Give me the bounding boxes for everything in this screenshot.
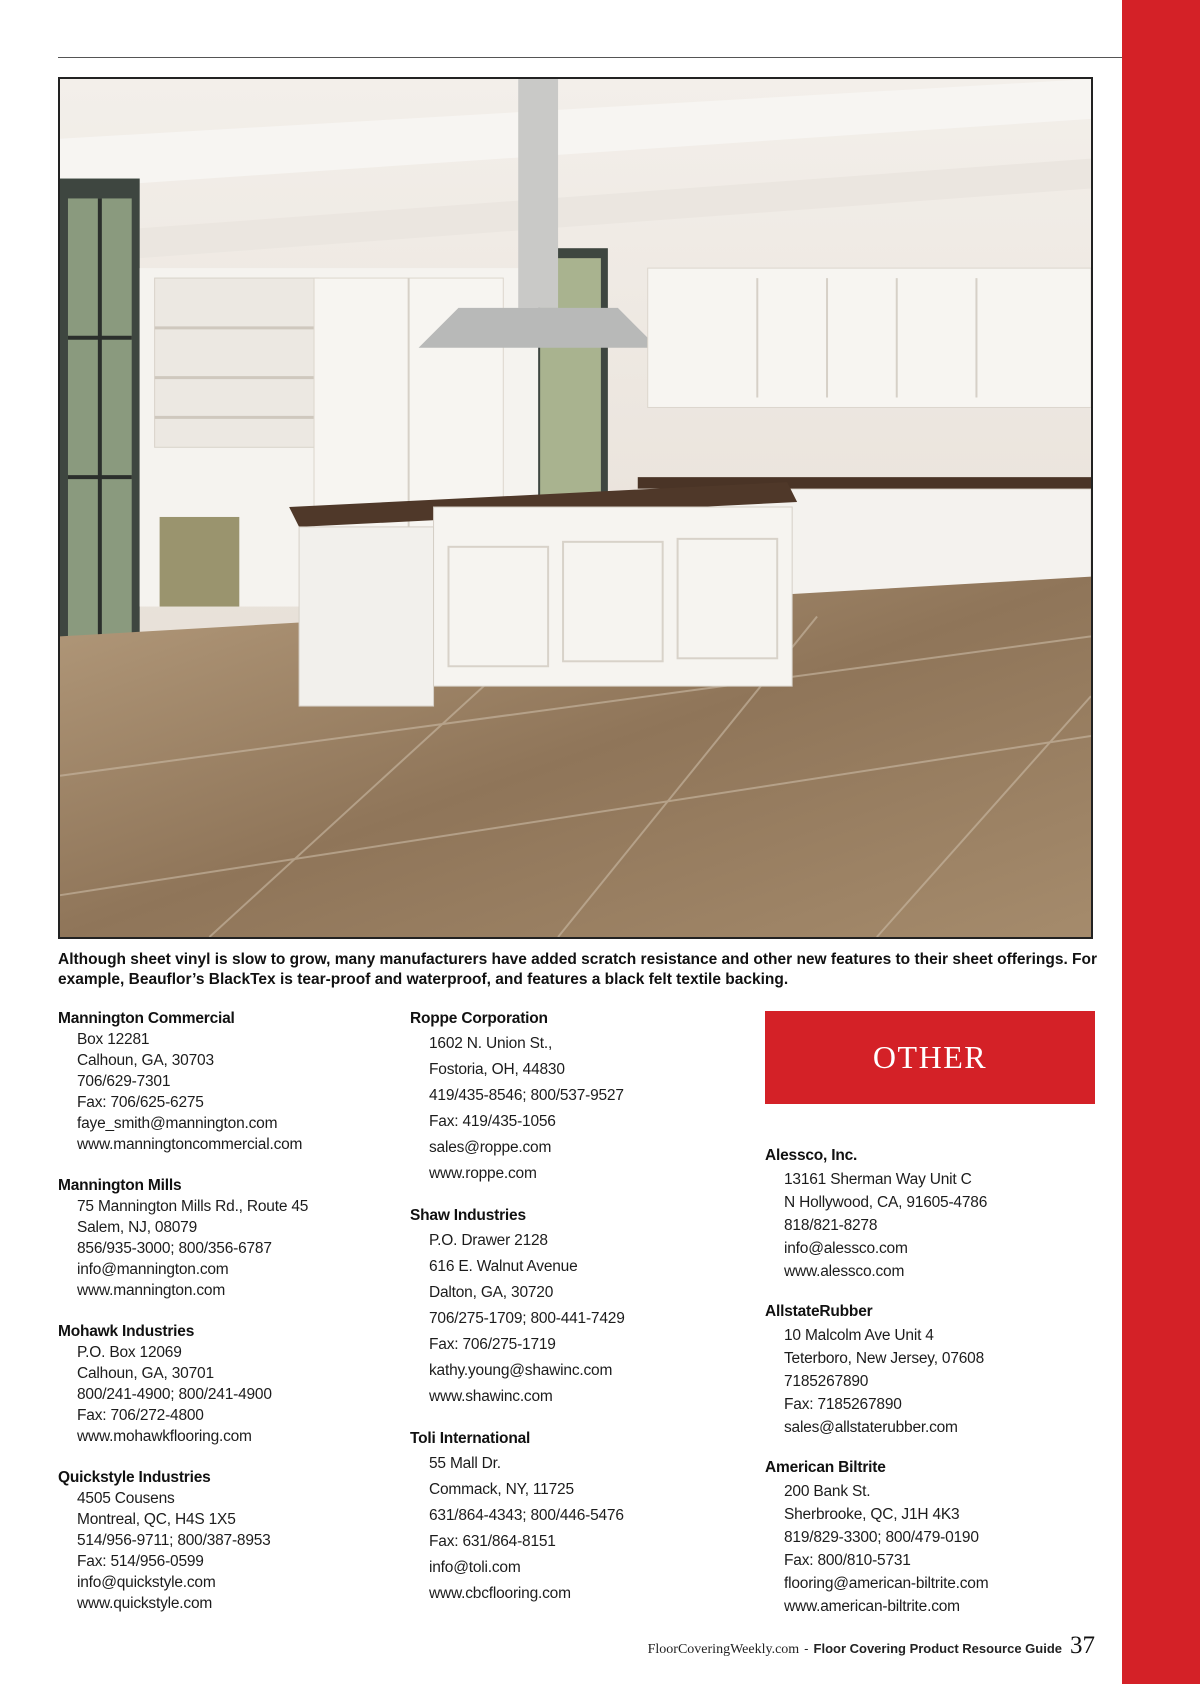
phone-line: 818/821-8278 (784, 1217, 878, 1234)
company-entry (765, 1457, 1105, 1618)
company-name: Toli International (410, 1430, 531, 1447)
company-name: Mannington Mills (58, 1177, 182, 1194)
company-name: Mohawk Industries (58, 1323, 195, 1340)
phone-line: 856/935-3000; 800/356-6787 (77, 1240, 272, 1257)
email-link[interactable]: info@alessco.com (784, 1240, 908, 1257)
city-line: Calhoun, GA, 30701 (77, 1365, 214, 1382)
address-line: P.O. Drawer 2128 (429, 1232, 548, 1249)
email-link[interactable]: sales@allstaterubber.com (784, 1419, 958, 1436)
email-link[interactable]: flooring@american-biltrite.com (784, 1575, 989, 1592)
address-line: 10 Malcolm Ave Unit 4 (784, 1327, 934, 1344)
phone-line: 7185267890 (784, 1373, 869, 1390)
phone-line: 631/864-4343; 800/446-5476 (429, 1507, 624, 1524)
city-line: Montreal, QC, H4S 1X5 (77, 1511, 236, 1528)
directory-column-1 (58, 1008, 388, 1634)
email-link[interactable]: kathy.young@shawinc.com (429, 1362, 613, 1379)
address-line: 4505 Cousens (77, 1490, 175, 1507)
address-line: 616 E. Walnut Avenue (429, 1258, 578, 1275)
phone-line: 514/956-9711; 800/387-8953 (77, 1532, 271, 1549)
kitchen-photo (58, 77, 1093, 939)
fax-line: Fax: 800/810-5731 (784, 1552, 911, 1569)
website-link[interactable]: www.quickstyle.com (77, 1595, 213, 1612)
company-name: Mannington Commercial (58, 1010, 235, 1027)
phone-line: 419/435-8546; 800/537-9527 (429, 1087, 624, 1104)
phone-line: 800/241-4900; 800/241-4900 (77, 1386, 272, 1403)
website-link[interactable]: www.cbcflooring.com (429, 1585, 571, 1602)
fax-line: Fax: 631/864-8151 (429, 1533, 556, 1550)
phone-line: 706/275-1709; 800-441-7429 (429, 1310, 625, 1327)
fax-line: Fax: 706/625-6275 (77, 1094, 204, 1111)
website-link[interactable]: www.roppe.com (429, 1165, 537, 1182)
fax-line: Fax: 706/275-1719 (429, 1336, 556, 1353)
website-link[interactable]: www.alessco.com (784, 1263, 905, 1280)
city-line: Fostoria, OH, 44830 (429, 1061, 565, 1078)
page-number: 37 (1070, 1632, 1095, 1659)
company-entry (765, 1145, 1105, 1283)
phone-line: 819/829-3300; 800/479-0190 (784, 1529, 979, 1546)
address-line: 1602 N. Union St., (429, 1035, 553, 1052)
email-link[interactable]: info@mannington.com (77, 1261, 229, 1278)
company-entry (58, 1321, 388, 1447)
website-link[interactable]: www.mannington.com (77, 1282, 226, 1299)
company-entry (58, 1175, 388, 1301)
company-name: Alessco, Inc. (765, 1147, 858, 1164)
city-line: Dalton, GA, 30720 (429, 1284, 554, 1301)
company-entry (765, 1301, 1105, 1439)
address-line: Box 12281 (77, 1031, 150, 1048)
company-name: Quickstyle Industries (58, 1469, 211, 1486)
company-entry (410, 1205, 740, 1410)
top-rule (58, 57, 1122, 58)
fax-line: Fax: 706/272-4800 (77, 1407, 204, 1424)
email-link[interactable]: faye_smith@mannington.com (77, 1115, 278, 1132)
company-entry (58, 1467, 388, 1614)
email-link[interactable]: info@quickstyle.com (77, 1574, 216, 1591)
footer-site-link[interactable]: FloorCoveringWeekly.com (647, 1642, 800, 1657)
company-entry (58, 1008, 388, 1155)
footer-guide-title: Floor Covering Product Resource Guide (813, 1641, 1062, 1656)
city-line: Sherbrooke, QC, J1H 4K3 (784, 1506, 960, 1523)
city-line: Teterboro, New Jersey, 07608 (784, 1350, 985, 1367)
address-line: 13161 Sherman Way Unit C (784, 1171, 972, 1188)
address-line: 55 Mall Dr. (429, 1455, 501, 1472)
city-line: Calhoun, GA, 30703 (77, 1052, 214, 1069)
company-name: Shaw Industries (410, 1207, 526, 1224)
page-footer (648, 1632, 1095, 1660)
company-name: AllstateRubber (765, 1303, 873, 1320)
website-link[interactable]: www.shawinc.com (429, 1388, 553, 1405)
directory-column-3 (765, 1145, 1105, 1636)
company-entry (410, 1008, 740, 1187)
kitchen-illustration (60, 79, 1091, 937)
address-line: 75 Mannington Mills Rd., Route 45 (77, 1198, 309, 1215)
email-link[interactable]: sales@roppe.com (429, 1139, 552, 1156)
section-header-other (765, 1011, 1095, 1104)
fax-line: Fax: 7185267890 (784, 1396, 902, 1413)
company-name: American Biltrite (765, 1459, 886, 1476)
side-accent-bar (1122, 0, 1200, 1684)
company-entry (410, 1428, 740, 1607)
section-header-label: OTHER (872, 1039, 988, 1075)
photo-caption: Although sheet vinyl is slow to grow, many manufacturers have added scratch resistance and other new features to their sheet offerings. For example, Beauflor’s BlackTex is tear-proof and waterproof, and features a black felt textile backing. (58, 951, 1098, 988)
fax-line: Fax: 514/956-0599 (77, 1553, 204, 1570)
address-line: 200 Bank St. (784, 1483, 871, 1500)
city-line: N Hollywood, CA, 91605-4786 (784, 1194, 988, 1211)
website-link[interactable]: www.american-biltrite.com (784, 1598, 960, 1615)
email-link[interactable]: info@toli.com (429, 1559, 521, 1576)
directory-column-2 (410, 1008, 740, 1625)
city-line: Commack, NY, 11725 (429, 1481, 574, 1498)
footer-separator: - (804, 1641, 809, 1656)
company-name: Roppe Corporation (410, 1010, 548, 1027)
website-link[interactable]: www.mohawkflooring.com (77, 1428, 252, 1445)
website-link[interactable]: www.manningtoncommercial.com (77, 1136, 303, 1153)
phone-line: 706/629-7301 (77, 1073, 171, 1090)
city-line: Salem, NJ, 08079 (77, 1219, 198, 1236)
address-line: P.O. Box 12069 (77, 1344, 182, 1361)
fax-line: Fax: 419/435-1056 (429, 1113, 556, 1130)
